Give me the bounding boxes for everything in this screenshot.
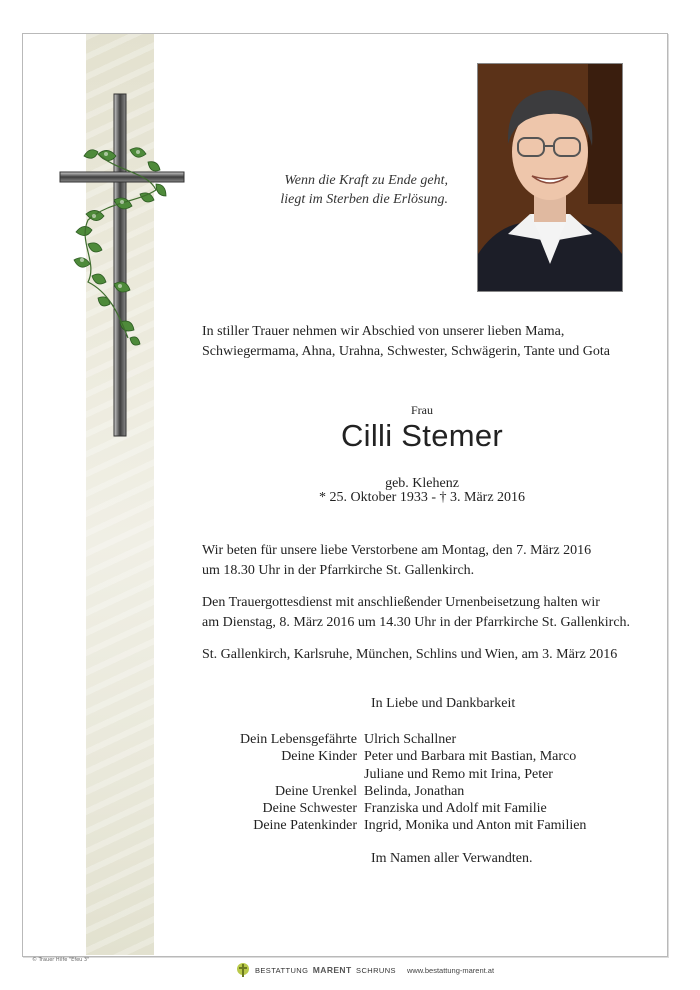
service-line-2: am Dienstag, 8. März 2016 um 14.30 Uhr in der Pfarrkirche St. Gallenkirch. (202, 615, 631, 630)
portrait-photo (477, 63, 623, 292)
service-line-1: Den Trauergottesdienst mit anschließender Urnenbeisetzung halten wir (202, 595, 600, 610)
quote (250, 171, 448, 209)
family-role: Deine Kinder (281, 749, 357, 765)
family-row (200, 800, 660, 817)
intro-text (202, 322, 652, 362)
footer (236, 962, 494, 978)
prayer-line-1: Wir beten für unsere liebe Verstorbene am Montag, den 7. März 2016 (202, 543, 592, 558)
family-row (200, 766, 660, 783)
family-row (200, 748, 660, 765)
family-role: Deine Patenkinder (253, 818, 357, 834)
family-members: Juliane und Remo mit Irina, Peter (364, 766, 553, 782)
design-credit: © Trauer Hilfe "Efeu 3" (32, 957, 90, 963)
company-town: SCHRUNS (356, 966, 396, 975)
company-prefix: BESTATTUNG (255, 966, 309, 975)
bestattung-logo-icon (236, 962, 250, 978)
places-date-line: St. Gallenkirch, Karlsruhe, München, Schlins und Wien, am 3. März 2016 (202, 647, 618, 662)
family-list (200, 731, 660, 835)
family-row (200, 817, 660, 834)
family-members: Ingrid, Monika und Anton mit Familien (364, 818, 587, 834)
prayer-paragraph (202, 541, 652, 581)
family-role: Dein Lebensgefährte (240, 732, 357, 747)
deceased-name: Cilli Stemer (340, 418, 504, 453)
company-name (255, 965, 396, 975)
cross-with-ivy-icon (58, 92, 188, 440)
life-dates: * 25. Oktober 1933 - † 3. März 2016 (318, 490, 526, 505)
thanks-line: In Liebe und Dankbarkeit (371, 696, 516, 711)
prayer-line-2: um 18.30 Uhr in der Pfarrkirche St. Gallenkirch. (202, 563, 475, 578)
title-frau: Frau (411, 403, 433, 417)
funeral-service-paragraph (202, 593, 652, 633)
family-row (200, 783, 660, 800)
family-members: Peter und Barbara mit Bastian, Marco (364, 749, 577, 765)
family-members: Ulrich Schallner (364, 732, 457, 747)
company-brand: MARENT (312, 965, 352, 975)
family-members: Franziska und Adolf mit Familie (364, 801, 547, 817)
closing-line: Im Namen aller Verwandten. (371, 851, 533, 866)
intro-line-2: Schwiegermama, Ahna, Urahna, Schwester, Schwägerin, Tante und Gota (202, 344, 610, 359)
family-members: Belinda, Jonathan (364, 783, 465, 799)
family-role: Deine Urenkel (274, 783, 357, 799)
family-role (200, 766, 364, 783)
company-url[interactable]: www.bestattung-marent.at (406, 965, 495, 975)
intro-line-1: In stiller Trauer nehmen wir Abschied von unserer lieben Mama, (202, 324, 565, 339)
family-role: Deine Schwester (262, 801, 357, 817)
maiden-name: geb. Klehenz (385, 476, 459, 491)
quote-line-2: liegt im Sterben die Erlösung. (280, 192, 448, 207)
quote-line-1: Wenn die Kraft zu Ende geht, (284, 173, 448, 188)
family-row (200, 731, 660, 748)
